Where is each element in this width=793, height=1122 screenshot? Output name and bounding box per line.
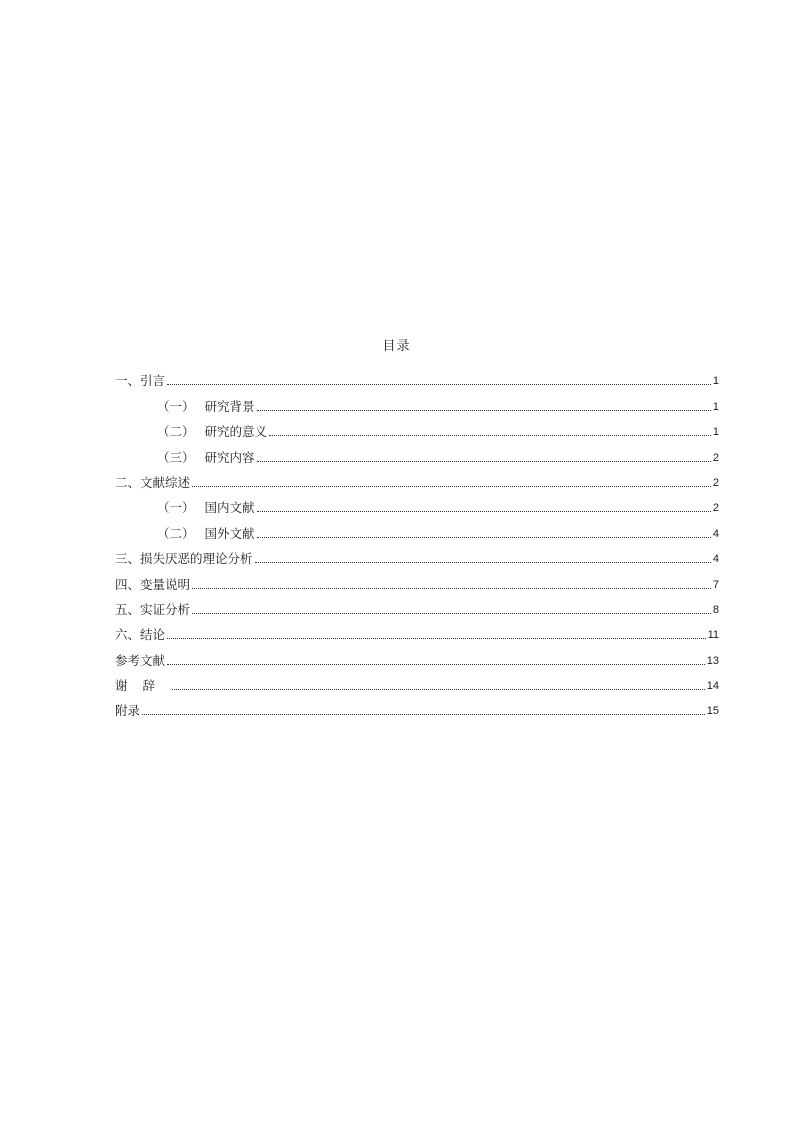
toc-entry-label: （二） 国外文献 — [157, 525, 255, 541]
toc-entry-label: 六、结论 — [115, 627, 166, 643]
toc-entry-label: （三） 研究内容 — [157, 449, 255, 465]
toc-title: 目录 — [382, 339, 411, 354]
toc-entry-introduction[interactable] — [115, 364, 719, 389]
toc-page-number: 15 — [706, 705, 719, 718]
toc-entry-label: 二、文献综述 — [115, 474, 191, 490]
toc-page-number: 13 — [706, 654, 719, 667]
toc-entry-label: （一） 国内文献 — [157, 500, 255, 516]
dot-leader — [255, 562, 711, 563]
table-of-contents — [115, 364, 719, 719]
toc-page-number: 11 — [707, 629, 719, 642]
dot-leader — [257, 511, 711, 512]
toc-entry-label: 五、实证分析 — [115, 601, 191, 617]
toc-page-number: 2 — [712, 502, 719, 515]
toc-page-number: 4 — [712, 527, 719, 540]
toc-entry-variable-description[interactable] — [115, 567, 719, 592]
toc-entry-label: 一、引言 — [115, 373, 166, 389]
dot-leader — [257, 537, 711, 538]
toc-page-number: 14 — [706, 680, 719, 693]
toc-entry-label: 四、变量说明 — [115, 576, 191, 592]
dot-leader — [269, 435, 711, 436]
dot-leader — [167, 384, 711, 385]
toc-page-number: 2 — [712, 451, 719, 464]
toc-page-number: 1 — [712, 400, 719, 413]
dot-leader — [172, 689, 705, 690]
toc-page-number: 8 — [712, 603, 719, 616]
dot-leader — [192, 486, 711, 487]
dot-leader — [167, 638, 706, 639]
toc-entry-research-background[interactable] — [115, 389, 719, 414]
toc-entry-label: 附录 — [115, 703, 141, 719]
toc-entry-references[interactable] — [115, 643, 719, 668]
toc-page-number: 2 — [712, 476, 719, 489]
toc-entry-loss-aversion-theory[interactable] — [115, 542, 719, 567]
dot-leader — [257, 410, 711, 411]
toc-entry-foreign-literature[interactable] — [115, 516, 719, 541]
toc-page-number: 1 — [712, 426, 719, 439]
toc-entry-acknowledgements[interactable] — [115, 669, 719, 694]
toc-entry-label: 参考文献 — [115, 652, 166, 668]
toc-entry-empirical-analysis[interactable] — [115, 593, 719, 618]
toc-entry-label: 谢辞 — [115, 678, 171, 694]
toc-entry-label: 三、损失厌恶的理论分析 — [115, 551, 253, 567]
dot-leader — [142, 714, 705, 715]
toc-entry-label: （一） 研究背景 — [157, 398, 255, 414]
toc-page-number: 4 — [712, 553, 719, 566]
toc-page-number: 1 — [712, 375, 719, 388]
dot-leader — [167, 664, 705, 665]
toc-entry-literature-review[interactable] — [115, 466, 719, 491]
toc-entry-research-significance[interactable] — [115, 415, 719, 440]
toc-entry-appendix[interactable] — [115, 694, 719, 719]
toc-page-number: 7 — [712, 578, 719, 591]
dot-leader — [257, 461, 711, 462]
dot-leader — [192, 588, 711, 589]
toc-entry-label: （二） 研究的意义 — [157, 424, 268, 440]
toc-entry-research-content[interactable] — [115, 440, 719, 465]
dot-leader — [192, 613, 711, 614]
toc-entry-conclusion[interactable] — [115, 618, 719, 643]
toc-entry-domestic-literature[interactable] — [115, 491, 719, 516]
